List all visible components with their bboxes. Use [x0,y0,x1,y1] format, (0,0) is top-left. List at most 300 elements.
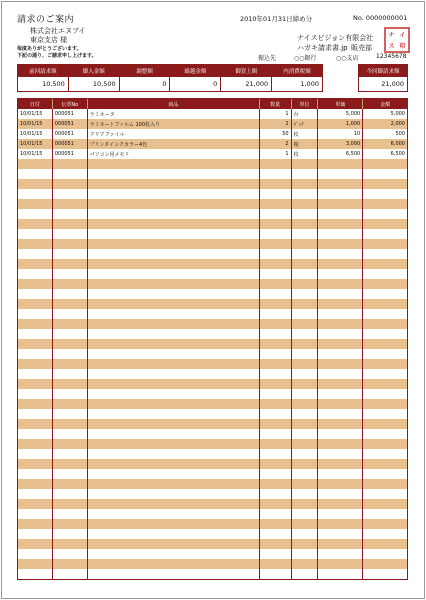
table-row [18,229,407,239]
cell-item [87,399,259,409]
cell-qty [259,549,291,559]
cell-price [317,279,362,289]
cell-item [87,519,259,529]
cell-unit [291,339,318,349]
cell-amount [362,529,407,539]
cell-unit [291,259,318,269]
cell-item [87,409,259,419]
cell-amount [362,459,407,469]
cell-amount: 6,000 [362,139,407,149]
cell-item [87,249,259,259]
cell-amount [362,329,407,339]
cell-amount [362,319,407,329]
cell-date [18,539,52,549]
seal-char: ナ [388,32,395,39]
cell-date [18,479,52,489]
cell-unit [291,519,318,529]
cell-unit [291,389,318,399]
cell-price [317,339,362,349]
cell-date [18,169,52,179]
cell-item [87,319,259,329]
cell-slip: 000051 [52,109,87,119]
cell-slip [52,399,87,409]
cell-slip [52,409,87,419]
cell-amount [362,409,407,419]
cell-price [317,189,362,199]
cell-unit [291,549,318,559]
cell-unit [291,539,318,549]
cell-amount [362,229,407,239]
cell-price [317,329,362,339]
cell-item: プリンタインクカラー4色 [87,139,259,149]
cell-item [87,369,259,379]
table-row [18,509,407,519]
cell-item [87,439,259,449]
cell-item [87,259,259,269]
cell-item [87,169,259,179]
cell-unit: ﾊﾟｯｸ [291,119,318,129]
cell-unit [291,379,318,389]
cell-price [317,469,362,479]
summary-value: 0 [169,77,220,91]
cell-unit: 箱 [291,139,318,149]
cell-slip [52,449,87,459]
cell-qty [259,239,291,249]
cell-price [317,509,362,519]
cell-price: 10 [317,129,362,139]
table-row [18,439,407,449]
cell-unit [291,449,318,459]
cell-unit [291,159,318,169]
table-row [18,289,407,299]
cell-unit [291,359,318,369]
summary-header: 御入金額 [68,65,119,77]
cell-amount [362,339,407,349]
cell-item [87,269,259,279]
cell-date [18,159,52,169]
cell-date [18,429,52,439]
cell-amount [362,549,407,559]
cell-date [18,409,52,419]
cell-slip [52,219,87,229]
cell-date [18,199,52,209]
cell-qty [259,379,291,389]
summary-value: 1,000 [271,77,322,91]
cell-slip: 000051 [52,139,87,149]
cell-unit: 枚 [291,149,318,159]
cell-date [18,249,52,259]
cell-slip [52,289,87,299]
cell-unit [291,209,318,219]
cell-price [317,429,362,439]
cell-qty [259,179,291,189]
cell-amount: 500 [362,129,407,139]
issuer-company: ナイスビジョン有限会社 [297,34,374,42]
cell-amount [362,209,407,219]
cell-qty [259,449,291,459]
cell-price [317,349,362,359]
cell-unit [291,249,318,259]
cell-price [317,359,362,369]
cell-price [317,239,362,249]
cell-item: ラミネートフィルム 100枚入り [87,119,259,129]
cell-item [87,209,259,219]
cell-qty [259,349,291,359]
cell-price [317,409,362,419]
cell-price [317,489,362,499]
cell-price [317,309,362,319]
cell-date [18,269,52,279]
cell-slip [52,529,87,539]
cell-amount [362,429,407,439]
cell-date [18,339,52,349]
cell-price [317,249,362,259]
cell-item [87,199,259,209]
cell-price [317,439,362,449]
table-row [18,489,407,499]
cell-item [87,389,259,399]
cell-price [317,169,362,179]
cell-date [18,209,52,219]
table-row [18,309,407,319]
summary-header-row [18,65,322,77]
cell-price [317,269,362,279]
cell-unit [291,169,318,179]
table-row [18,429,407,439]
cell-slip: 000051 [52,149,87,159]
cell-price: 3,000 [317,139,362,149]
cell-slip [52,349,87,359]
table-row [18,189,407,199]
cell-item [87,469,259,479]
cell-qty [259,219,291,229]
cell-unit [291,369,318,379]
cell-price [317,499,362,509]
cell-qty [259,409,291,419]
cell-item [87,379,259,389]
cell-unit [291,199,318,209]
cell-qty [259,459,291,469]
cell-unit [291,459,318,469]
column-header-item: 商品 [87,99,259,109]
cell-item [87,339,259,349]
cell-amount [362,239,407,249]
cell-price [317,459,362,469]
cell-item: ラミネータ [87,109,259,119]
summary-header: 調整額 [119,65,170,77]
greeting-line-2: 下記の通り、ご請求申し上げます。 [17,53,97,59]
table-row [18,519,407,529]
column-header-date: 日付 [29,101,40,108]
cell-unit [291,349,318,359]
cell-price [317,559,362,569]
cell-unit [291,239,318,249]
cell-date [18,459,52,469]
cell-slip [52,389,87,399]
cell-item [87,559,259,569]
invoice-number: No. 0000000001 [353,14,408,22]
cell-qty: 2 [259,119,291,129]
cell-amount [362,309,407,319]
cell-amount [362,279,407,289]
seal-char: ス [388,43,395,50]
table-row [18,469,407,479]
cell-unit [291,319,318,329]
summary-value: 21,000 [220,77,271,91]
cell-date [18,499,52,509]
cell-qty [259,189,291,199]
customer-branch: 東京支店 様 [30,36,68,44]
current-invoice-box [358,64,408,92]
cell-price [317,259,362,269]
cell-slip [52,239,87,249]
cell-date [18,359,52,369]
column-header-qty: 数量 [259,99,291,109]
column-header-unit: 単位 [291,99,318,109]
summary-header: 前回請求額 [29,69,57,75]
cell-price: 1,000 [317,119,362,129]
cell-unit [291,299,318,309]
cell-unit [291,479,318,489]
cell-price [317,569,362,579]
cell-qty [259,169,291,179]
cell-date [18,279,52,289]
cell-amount [362,249,407,259]
table-row [18,419,407,429]
cell-date [18,329,52,339]
table-row [18,379,407,389]
table-row [18,369,407,379]
cell-slip [52,469,87,479]
cell-date: 10/01/15 [20,131,43,137]
cell-amount [362,449,407,459]
cell-item [87,459,259,469]
table-row [18,559,407,569]
cell-unit [291,309,318,319]
cell-amount [362,259,407,269]
cell-qty [259,269,291,279]
cell-date: 10/01/15 [20,121,43,127]
cell-qty [259,159,291,169]
cell-date [18,349,52,359]
cell-slip [52,279,87,289]
cell-qty [259,369,291,379]
table-body [18,109,407,579]
cell-slip: 000051 [52,129,87,139]
cell-date: 10/01/15 [20,141,43,147]
cell-price [317,159,362,169]
cell-item [87,529,259,539]
cell-date [18,229,52,239]
summary-header: 繰越金額 [169,65,220,77]
cell-qty [259,479,291,489]
table-row [18,249,407,259]
cell-price [317,479,362,489]
column-header-amount: 金額 [362,99,407,109]
cell-price [317,519,362,529]
cell-item: クリアファイル [87,129,259,139]
cell-item [87,279,259,289]
cell-qty [259,289,291,299]
cell-item [87,239,259,249]
cell-date [18,369,52,379]
cell-unit [291,559,318,569]
cell-qty [259,559,291,569]
cell-qty [259,319,291,329]
cell-amount [362,369,407,379]
table-row [18,129,407,139]
table-row [18,119,407,129]
cell-item [87,309,259,319]
cell-qty: 2 [259,139,291,149]
cell-item [87,219,259,229]
cell-slip: 000051 [52,119,87,129]
cell-unit [291,229,318,239]
cell-amount [362,179,407,189]
cell-slip [52,489,87,499]
cell-qty [259,229,291,239]
cell-price [317,229,362,239]
customer-company: 株式会社エヌブイ [30,27,86,35]
cell-slip [52,429,87,439]
cell-item [87,159,259,169]
cell-price [317,319,362,329]
cell-item [87,179,259,189]
cell-unit [291,329,318,339]
cell-qty [259,249,291,259]
cell-qty [259,439,291,449]
cell-slip [52,309,87,319]
cell-qty [259,569,291,579]
cell-qty [259,359,291,369]
cell-date [18,219,52,229]
bank-name: ○○銀行 [294,55,317,62]
summary-value: 10,500 [42,80,65,88]
cell-item [87,499,259,509]
cell-date [18,449,52,459]
cell-slip [52,499,87,509]
cell-unit [291,419,318,429]
cell-qty [259,539,291,549]
cell-price [317,549,362,559]
table-row [18,259,407,269]
cell-qty [259,509,291,519]
table-row [18,109,407,119]
table-row [18,459,407,469]
cell-slip [52,519,87,529]
cell-slip [52,339,87,349]
cell-item [87,299,259,309]
table-row [18,209,407,219]
cell-qty: 50 [259,129,291,139]
cell-amount [362,389,407,399]
cell-unit [291,289,318,299]
cell-item [87,189,259,199]
cell-unit [291,439,318,449]
cell-date [18,299,52,309]
cell-date [18,259,52,269]
cell-qty [259,309,291,319]
table-row [18,149,407,159]
cell-amount [362,219,407,229]
cell-slip [52,259,87,269]
cell-slip [52,269,87,279]
cell-price [317,389,362,399]
cell-date [18,289,52,299]
cell-slip [52,169,87,179]
cell-amount: 6,500 [362,149,407,159]
summary-value: 0 [119,77,170,91]
cell-price [317,299,362,309]
cell-qty [259,199,291,209]
cell-slip [52,249,87,259]
cell-price [317,179,362,189]
table-row [18,349,407,359]
cell-item [87,489,259,499]
table-row [18,399,407,409]
cell-date [18,379,52,389]
table-row [18,539,407,549]
greeting-line-1: 毎度ありがとうございます。 [17,46,82,52]
cell-amount [362,169,407,179]
cell-item [87,359,259,369]
table-header [18,99,407,109]
cell-date [18,389,52,399]
cell-qty [259,259,291,269]
cell-qty [259,279,291,289]
cell-unit [291,569,318,579]
cell-item [87,509,259,519]
cell-unit [291,429,318,439]
current-invoice-value: 21,000 [381,80,404,88]
summary-value: 10,500 [68,77,119,91]
cell-item [87,569,259,579]
table-row [18,339,407,349]
cell-slip [52,319,87,329]
cell-amount [362,289,407,299]
cell-item [87,289,259,299]
summary-box [17,64,323,92]
bank-account-number: 12345678 [376,53,407,60]
cell-date [18,549,52,559]
cell-price [317,199,362,209]
table-row [18,139,407,149]
cell-item [87,479,259,489]
cell-amount [362,379,407,389]
cell-slip [52,559,87,569]
cell-item [87,349,259,359]
cell-date [18,509,52,519]
summary-value-row [18,77,322,91]
cell-item [87,329,259,339]
cell-qty [259,399,291,409]
seal-char: イ [399,32,406,39]
table-row [18,329,407,339]
cell-unit [291,489,318,499]
table-row [18,169,407,179]
cell-slip [52,439,87,449]
table-row [18,449,407,459]
table-row [18,499,407,509]
cell-amount: 2,000 [362,119,407,129]
table-row [18,529,407,539]
table-row [18,239,407,249]
cell-qty [259,519,291,529]
cell-qty [259,209,291,219]
seal-char: 印 [399,43,406,50]
cell-slip [52,479,87,489]
cell-slip [52,179,87,189]
